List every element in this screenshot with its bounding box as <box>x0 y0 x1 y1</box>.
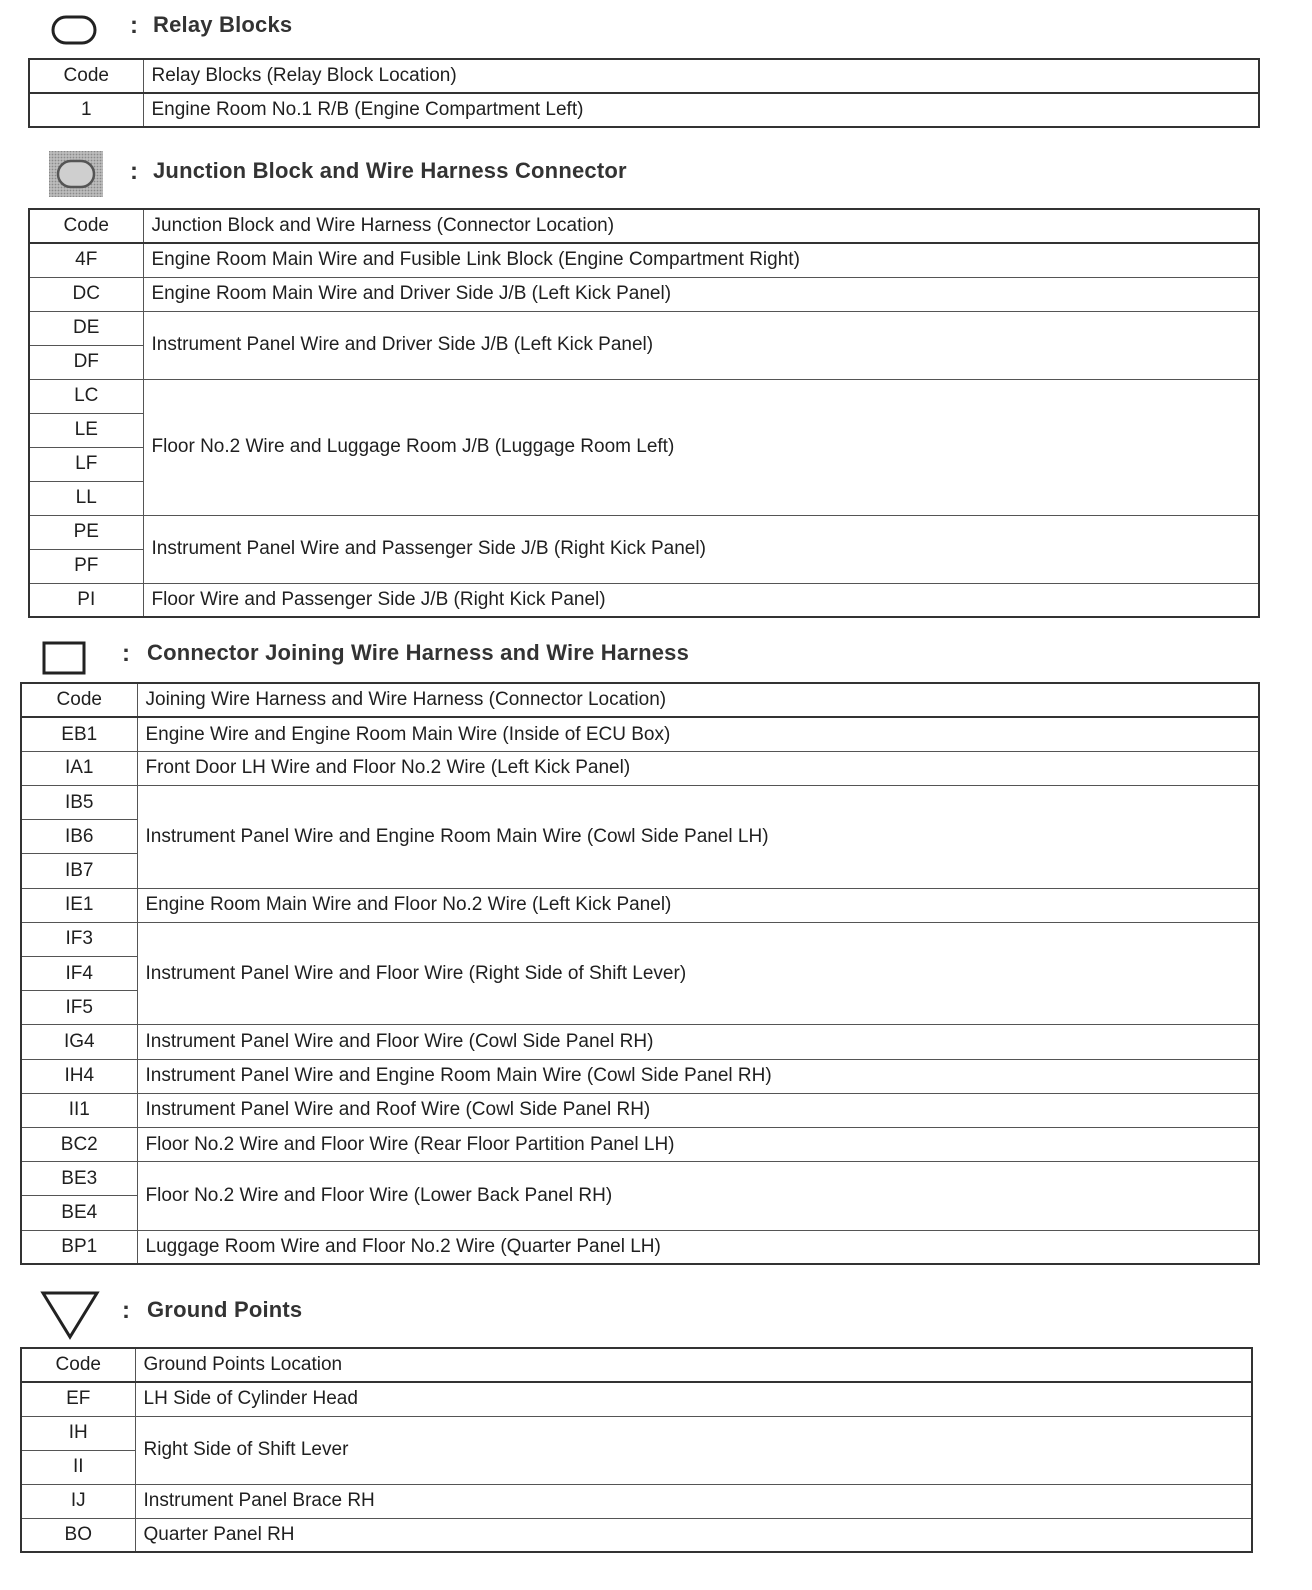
junction-block-shaded-oval-icon <box>48 150 104 198</box>
section-colon: : <box>122 640 130 667</box>
table-row <box>21 1093 1259 1127</box>
code-cell: IH4 <box>21 1059 137 1093</box>
description-cell: Right Side of Shift Lever <box>135 1416 1252 1484</box>
header-code: Code <box>21 683 137 717</box>
description-cell: Floor Wire and Passenger Side J/B (Right Kick Panel) <box>143 583 1259 617</box>
table-row <box>21 922 1259 956</box>
table-row <box>29 583 1259 617</box>
code-cell: EF <box>21 1382 135 1416</box>
table-header-row <box>29 209 1259 243</box>
code-cell: LF <box>29 447 143 481</box>
description-cell: Floor No.2 Wire and Luggage Room J/B (Luggage Room Left) <box>143 379 1259 515</box>
code-cell: IF3 <box>21 922 137 956</box>
description-cell: Engine Room No.1 R/B (Engine Compartment Left) <box>143 93 1259 127</box>
code-cell: LE <box>29 413 143 447</box>
description-cell: Instrument Panel Wire and Passenger Side J/B (Right Kick Panel) <box>143 515 1259 583</box>
table-row <box>21 888 1259 922</box>
ground-points-table <box>20 1347 1253 1553</box>
description-cell: Instrument Panel Brace RH <box>135 1484 1252 1518</box>
header-code: Code <box>29 59 143 93</box>
table-row <box>21 751 1259 785</box>
description-cell: LH Side of Cylinder Head <box>135 1382 1252 1416</box>
description-cell: Engine Room Main Wire and Fusible Link Block (Engine Compartment Right) <box>143 243 1259 277</box>
code-cell: BO <box>21 1518 135 1552</box>
table-row <box>29 277 1259 311</box>
code-cell: IB6 <box>21 820 137 854</box>
code-cell: PF <box>29 549 143 583</box>
header-description: Joining Wire Harness and Wire Harness (Connector Location) <box>137 683 1259 717</box>
code-cell: PE <box>29 515 143 549</box>
description-cell: Floor No.2 Wire and Floor Wire (Rear Floor Partition Panel LH) <box>137 1127 1259 1161</box>
header-description: Relay Blocks (Relay Block Location) <box>143 59 1259 93</box>
table-header-row <box>21 683 1259 717</box>
table-row <box>29 515 1259 549</box>
table-row <box>21 1162 1259 1196</box>
code-cell: 1 <box>29 93 143 127</box>
section-colon: : <box>130 12 138 39</box>
code-cell: DF <box>29 345 143 379</box>
code-cell: BE4 <box>21 1196 137 1230</box>
table-row <box>21 1518 1252 1552</box>
code-cell: EB1 <box>21 717 137 751</box>
section-colon: : <box>130 158 138 185</box>
description-cell: Quarter Panel RH <box>135 1518 1252 1552</box>
description-cell: Front Door LH Wire and Floor No.2 Wire (Left Kick Panel) <box>137 751 1259 785</box>
description-cell: Instrument Panel Wire and Roof Wire (Cowl Side Panel RH) <box>137 1093 1259 1127</box>
code-cell: DE <box>29 311 143 345</box>
section-title: Relay Blocks <box>153 12 293 37</box>
connector-square-icon <box>42 640 88 676</box>
code-cell: LC <box>29 379 143 413</box>
header-description: Ground Points Location <box>135 1348 1252 1382</box>
section-title: Ground Points <box>147 1297 303 1322</box>
table-row <box>29 379 1259 413</box>
header-code: Code <box>21 1348 135 1382</box>
description-cell: Engine Wire and Engine Room Main Wire (Inside of ECU Box) <box>137 717 1259 751</box>
section-colon: : <box>122 1297 130 1324</box>
relay-block-oval-icon <box>50 13 98 47</box>
description-cell: Engine Room Main Wire and Driver Side J/B (Left Kick Panel) <box>143 277 1259 311</box>
code-cell: DC <box>29 277 143 311</box>
code-cell: LL <box>29 481 143 515</box>
code-cell: IA1 <box>21 751 137 785</box>
section-title: Connector Joining Wire Harness and Wire Harness <box>147 640 690 665</box>
table-row <box>21 717 1259 751</box>
ground-point-triangle-icon <box>40 1290 100 1340</box>
description-cell: Instrument Panel Wire and Floor Wire (Cowl Side Panel RH) <box>137 1025 1259 1059</box>
code-cell: IF4 <box>21 957 137 991</box>
table-row <box>21 1382 1252 1416</box>
table-row <box>29 93 1259 127</box>
table-row <box>21 1025 1259 1059</box>
header-code: Code <box>29 209 143 243</box>
code-cell: IB7 <box>21 854 137 888</box>
table-row <box>29 311 1259 345</box>
table-row <box>29 243 1259 277</box>
description-cell: Engine Room Main Wire and Floor No.2 Wire (Left Kick Panel) <box>137 888 1259 922</box>
table-header-row <box>21 1348 1252 1382</box>
table-row <box>21 1127 1259 1161</box>
description-cell: Instrument Panel Wire and Floor Wire (Right Side of Shift Lever) <box>137 922 1259 1025</box>
code-cell: IJ <box>21 1484 135 1518</box>
code-cell: BP1 <box>21 1230 137 1264</box>
table-row <box>21 786 1259 820</box>
header-description: Junction Block and Wire Harness (Connector Location) <box>143 209 1259 243</box>
code-cell: PI <box>29 583 143 617</box>
code-cell: IE1 <box>21 888 137 922</box>
description-cell: Instrument Panel Wire and Engine Room Main Wire (Cowl Side Panel LH) <box>137 786 1259 889</box>
code-cell: II1 <box>21 1093 137 1127</box>
relay-blocks-table <box>28 58 1260 128</box>
code-cell: IG4 <box>21 1025 137 1059</box>
table-row <box>21 1230 1259 1264</box>
junction-block-table <box>28 208 1260 618</box>
description-cell: Luggage Room Wire and Floor No.2 Wire (Quarter Panel LH) <box>137 1230 1259 1264</box>
section-title: Junction Block and Wire Harness Connector <box>153 158 627 183</box>
code-cell: BE3 <box>21 1162 137 1196</box>
code-cell: BC2 <box>21 1127 137 1161</box>
code-cell: IB5 <box>21 786 137 820</box>
description-cell: Floor No.2 Wire and Floor Wire (Lower Back Panel RH) <box>137 1162 1259 1230</box>
table-header-row <box>29 59 1259 93</box>
table-row <box>21 1484 1252 1518</box>
code-cell: 4F <box>29 243 143 277</box>
description-cell: Instrument Panel Wire and Driver Side J/B (Left Kick Panel) <box>143 311 1259 379</box>
code-cell: IF5 <box>21 991 137 1025</box>
code-cell: II <box>21 1450 135 1484</box>
table-row <box>21 1059 1259 1093</box>
description-cell: Instrument Panel Wire and Engine Room Main Wire (Cowl Side Panel RH) <box>137 1059 1259 1093</box>
connector-table <box>20 682 1260 1265</box>
code-cell: IH <box>21 1416 135 1450</box>
table-row <box>21 1416 1252 1450</box>
